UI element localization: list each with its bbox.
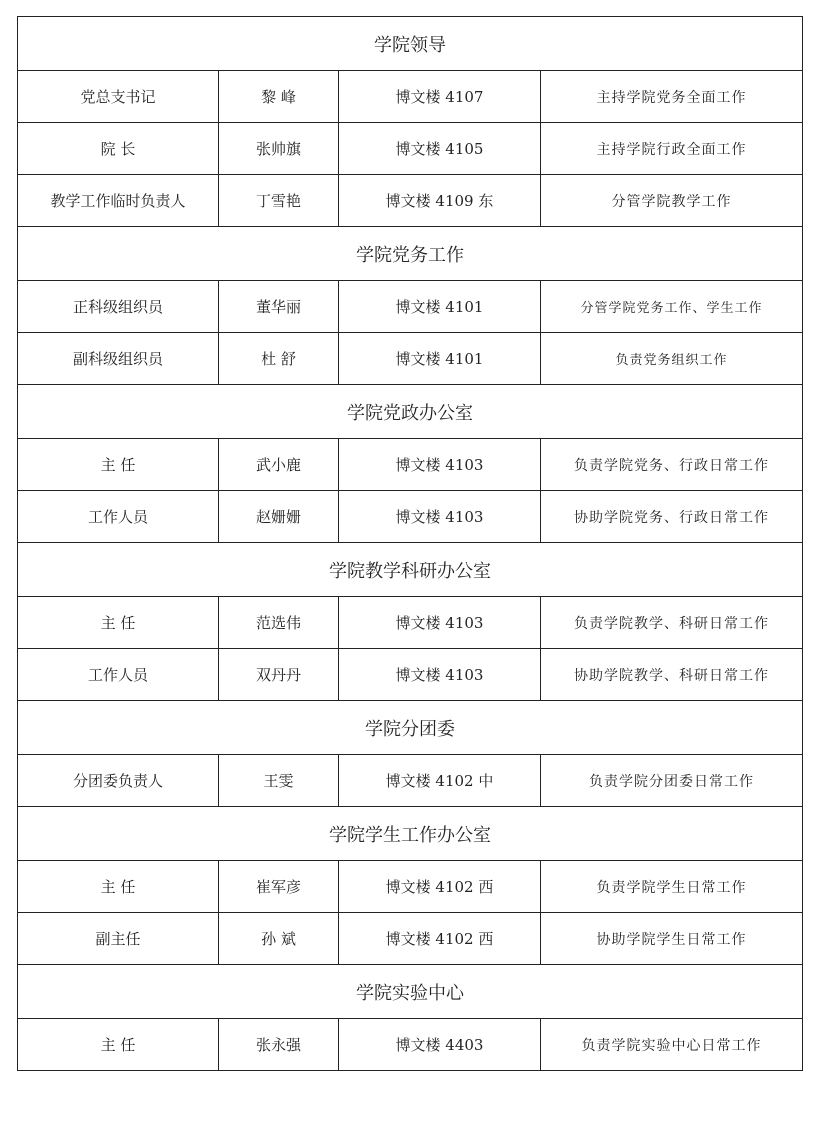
duty-cell: 主持学院党务全面工作 xyxy=(541,71,803,123)
section-header-row xyxy=(18,965,803,1019)
table-row xyxy=(18,913,803,965)
section-title: 学院党务工作 xyxy=(18,227,803,281)
office-cell: 博文楼 4107 xyxy=(339,71,541,123)
section-header-row xyxy=(18,385,803,439)
name-cell: 孙 斌 xyxy=(219,913,339,965)
table-row xyxy=(18,123,803,175)
section-header-row xyxy=(18,227,803,281)
duty-cell: 协助学院学生日常工作 xyxy=(541,913,803,965)
table-row xyxy=(18,281,803,333)
position-cell: 副主任 xyxy=(18,913,219,965)
position-cell: 工作人员 xyxy=(18,491,219,543)
section-title: 学院实验中心 xyxy=(18,965,803,1019)
office-cell: 博文楼 4103 xyxy=(339,649,541,701)
position-cell: 主 任 xyxy=(18,439,219,491)
position-cell: 院 长 xyxy=(18,123,219,175)
table-row xyxy=(18,649,803,701)
name-cell: 丁雪艳 xyxy=(219,175,339,227)
section-header-row xyxy=(18,701,803,755)
table-row xyxy=(18,597,803,649)
office-cell: 博文楼 4403 xyxy=(339,1019,541,1071)
duty-cell: 协助学院党务、行政日常工作 xyxy=(541,491,803,543)
name-cell: 董华丽 xyxy=(219,281,339,333)
name-cell: 王雯 xyxy=(219,755,339,807)
section-title: 学院学生工作办公室 xyxy=(18,807,803,861)
position-cell: 分团委负责人 xyxy=(18,755,219,807)
position-cell: 正科级组织员 xyxy=(18,281,219,333)
table-row xyxy=(18,861,803,913)
section-header-row xyxy=(18,807,803,861)
name-cell: 崔军彦 xyxy=(219,861,339,913)
section-header-row xyxy=(18,543,803,597)
staff-directory-table xyxy=(17,16,803,1071)
table-row xyxy=(18,71,803,123)
position-cell: 教学工作临时负责人 xyxy=(18,175,219,227)
duty-cell: 负责学院分团委日常工作 xyxy=(541,755,803,807)
office-cell: 博文楼 4105 xyxy=(339,123,541,175)
section-header-row xyxy=(18,17,803,71)
position-cell: 党总支书记 xyxy=(18,71,219,123)
section-title: 学院领导 xyxy=(18,17,803,71)
position-cell: 副科级组织员 xyxy=(18,333,219,385)
position-cell: 主 任 xyxy=(18,597,219,649)
name-cell: 赵姗姗 xyxy=(219,491,339,543)
office-cell: 博文楼 4102 西 xyxy=(339,913,541,965)
position-cell: 主 任 xyxy=(18,1019,219,1071)
duty-cell: 负责学院学生日常工作 xyxy=(541,861,803,913)
office-cell: 博文楼 4109 东 xyxy=(339,175,541,227)
table-row xyxy=(18,333,803,385)
office-cell: 博文楼 4101 xyxy=(339,281,541,333)
duty-cell: 协助学院教学、科研日常工作 xyxy=(541,649,803,701)
name-cell: 张永强 xyxy=(219,1019,339,1071)
duty-cell: 分管学院党务工作、学生工作 xyxy=(541,281,803,333)
duty-cell: 分管学院教学工作 xyxy=(541,175,803,227)
position-cell: 主 任 xyxy=(18,861,219,913)
duty-cell: 负责学院实验中心日常工作 xyxy=(541,1019,803,1071)
section-title: 学院党政办公室 xyxy=(18,385,803,439)
table-row xyxy=(18,755,803,807)
name-cell: 双丹丹 xyxy=(219,649,339,701)
office-cell: 博文楼 4102 中 xyxy=(339,755,541,807)
name-cell: 黎 峰 xyxy=(219,71,339,123)
table-row xyxy=(18,491,803,543)
section-title: 学院分团委 xyxy=(18,701,803,755)
duty-cell: 负责学院教学、科研日常工作 xyxy=(541,597,803,649)
duty-cell: 负责党务组织工作 xyxy=(541,333,803,385)
table-row xyxy=(18,175,803,227)
name-cell: 杜 舒 xyxy=(219,333,339,385)
name-cell: 范选伟 xyxy=(219,597,339,649)
name-cell: 武小鹿 xyxy=(219,439,339,491)
office-cell: 博文楼 4103 xyxy=(339,597,541,649)
staff-directory-body xyxy=(18,17,803,1071)
duty-cell: 主持学院行政全面工作 xyxy=(541,123,803,175)
position-cell: 工作人员 xyxy=(18,649,219,701)
section-title: 学院教学科研办公室 xyxy=(18,543,803,597)
office-cell: 博文楼 4103 xyxy=(339,439,541,491)
duty-cell: 负责学院党务、行政日常工作 xyxy=(541,439,803,491)
name-cell: 张帅旗 xyxy=(219,123,339,175)
office-cell: 博文楼 4101 xyxy=(339,333,541,385)
table-row xyxy=(18,1019,803,1071)
table-row xyxy=(18,439,803,491)
office-cell: 博文楼 4102 西 xyxy=(339,861,541,913)
office-cell: 博文楼 4103 xyxy=(339,491,541,543)
